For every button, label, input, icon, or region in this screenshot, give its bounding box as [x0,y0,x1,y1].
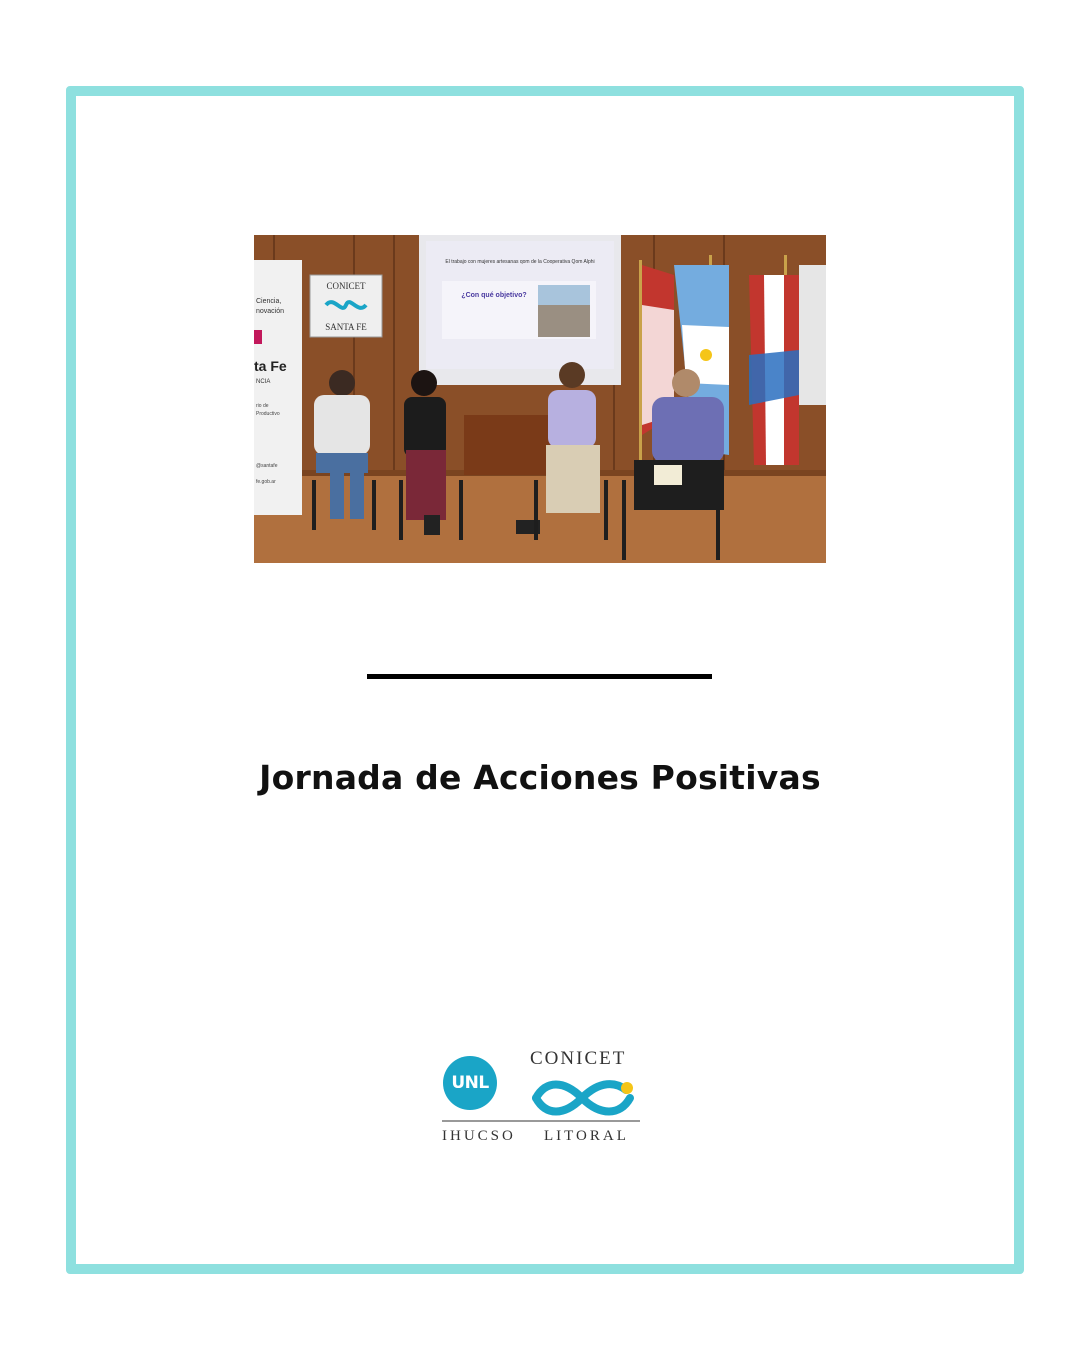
banner-small-1: rio de [256,403,269,409]
sign-santa-fe: SANTA FE [325,322,367,332]
slide-question: ¿Con qué objetivo? [461,292,527,299]
slide-header: El trabajo con mujeres artesanas qom de la Cooperativa Qom Alphi [445,259,595,265]
title-divider [367,674,712,679]
sign-conicet: CONICET [326,281,366,291]
institution-logo [430,1046,650,1150]
ihucso-label: IHUCSO [442,1128,516,1144]
logo-divider [442,1120,640,1122]
banner-sub: NCIA [256,379,271,385]
conicet-infinity-icon [530,1076,640,1116]
conicet-wordmark: CONICET [530,1048,627,1069]
banner-text-2: novación [256,308,285,315]
litoral-label: LITORAL [544,1128,629,1144]
banner-handle: @santafe [256,463,278,469]
page-title: Jornada de Acciones Positivas [259,758,821,797]
banner-text-1: Ciencia, [256,298,282,305]
banner-brand: ta Fe [254,358,287,374]
event-photo [254,235,826,563]
banner-small-2: Productivo [256,411,280,417]
banner-web: fe.gob.ar [256,479,276,485]
unl-logo: UNL [443,1056,497,1110]
